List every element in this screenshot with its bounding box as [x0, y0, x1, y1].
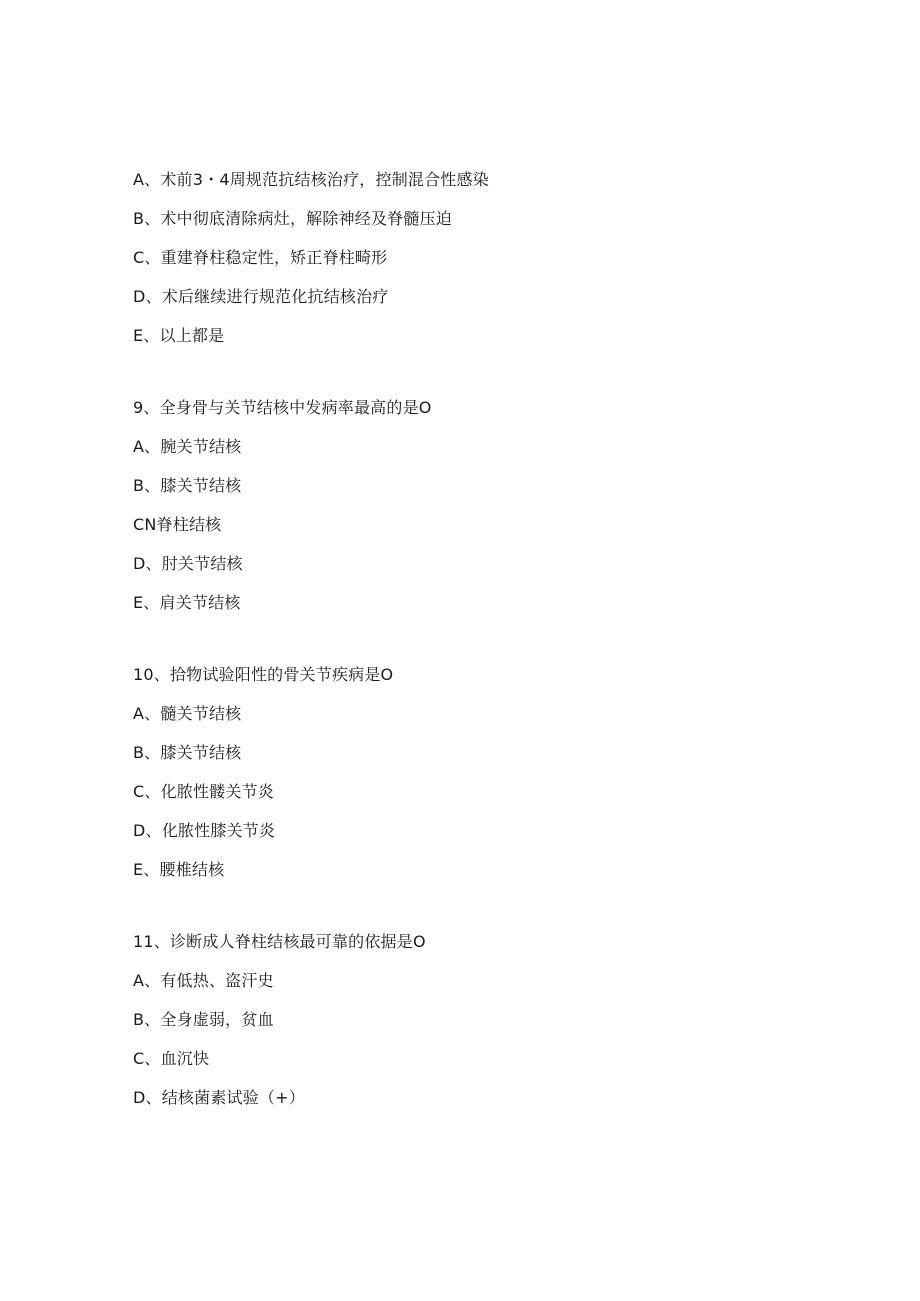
- q8-option-a: A、术前3・4周规范抗结核治疗，控制混合性感染: [133, 170, 489, 189]
- q9-stem: 9、全身骨与关节结核中发病率最高的是O: [133, 398, 432, 417]
- q9-option-b: B、膝关节结核: [133, 476, 242, 495]
- q8-option-b: B、术中彻底清除病灶，解除神经及脊髓压迫: [133, 209, 452, 228]
- q8-option-d: D、术后继续进行规范化抗结核治疗: [133, 287, 389, 306]
- q9-option-a: A、腕关节结核: [133, 437, 242, 456]
- q8-option-e: E、以上都是: [133, 326, 225, 345]
- q9-option-c: CN脊柱结核: [133, 515, 222, 534]
- q11-stem: 11、诊断成人脊柱结核最可靠的依据是O: [133, 932, 426, 951]
- q11-option-d: D、结核菌素试验（+）: [133, 1088, 305, 1107]
- q10-option-e: E、腰椎结核: [133, 860, 225, 879]
- q10-stem: 10、拾物试验阳性的骨关节疾病是O: [133, 665, 394, 684]
- q11-option-a: A、有低热、盗汗史: [133, 971, 274, 990]
- q10-option-d: D、化脓性膝关节炎: [133, 821, 276, 840]
- q11-option-c: C、血沉快: [133, 1049, 210, 1068]
- q8-option-c: C、重建脊柱稳定性，矫正脊柱畸形: [133, 248, 388, 267]
- q10-option-c: C、化脓性髅关节炎: [133, 782, 274, 801]
- q9-option-e: E、肩关节结核: [133, 593, 241, 612]
- q9-option-d: D、肘关节结核: [133, 554, 243, 573]
- q11-option-b: B、全身虚弱，贫血: [133, 1010, 274, 1029]
- q10-option-a: A、髓关节结核: [133, 704, 242, 723]
- q10-option-b: B、膝关节结核: [133, 743, 242, 762]
